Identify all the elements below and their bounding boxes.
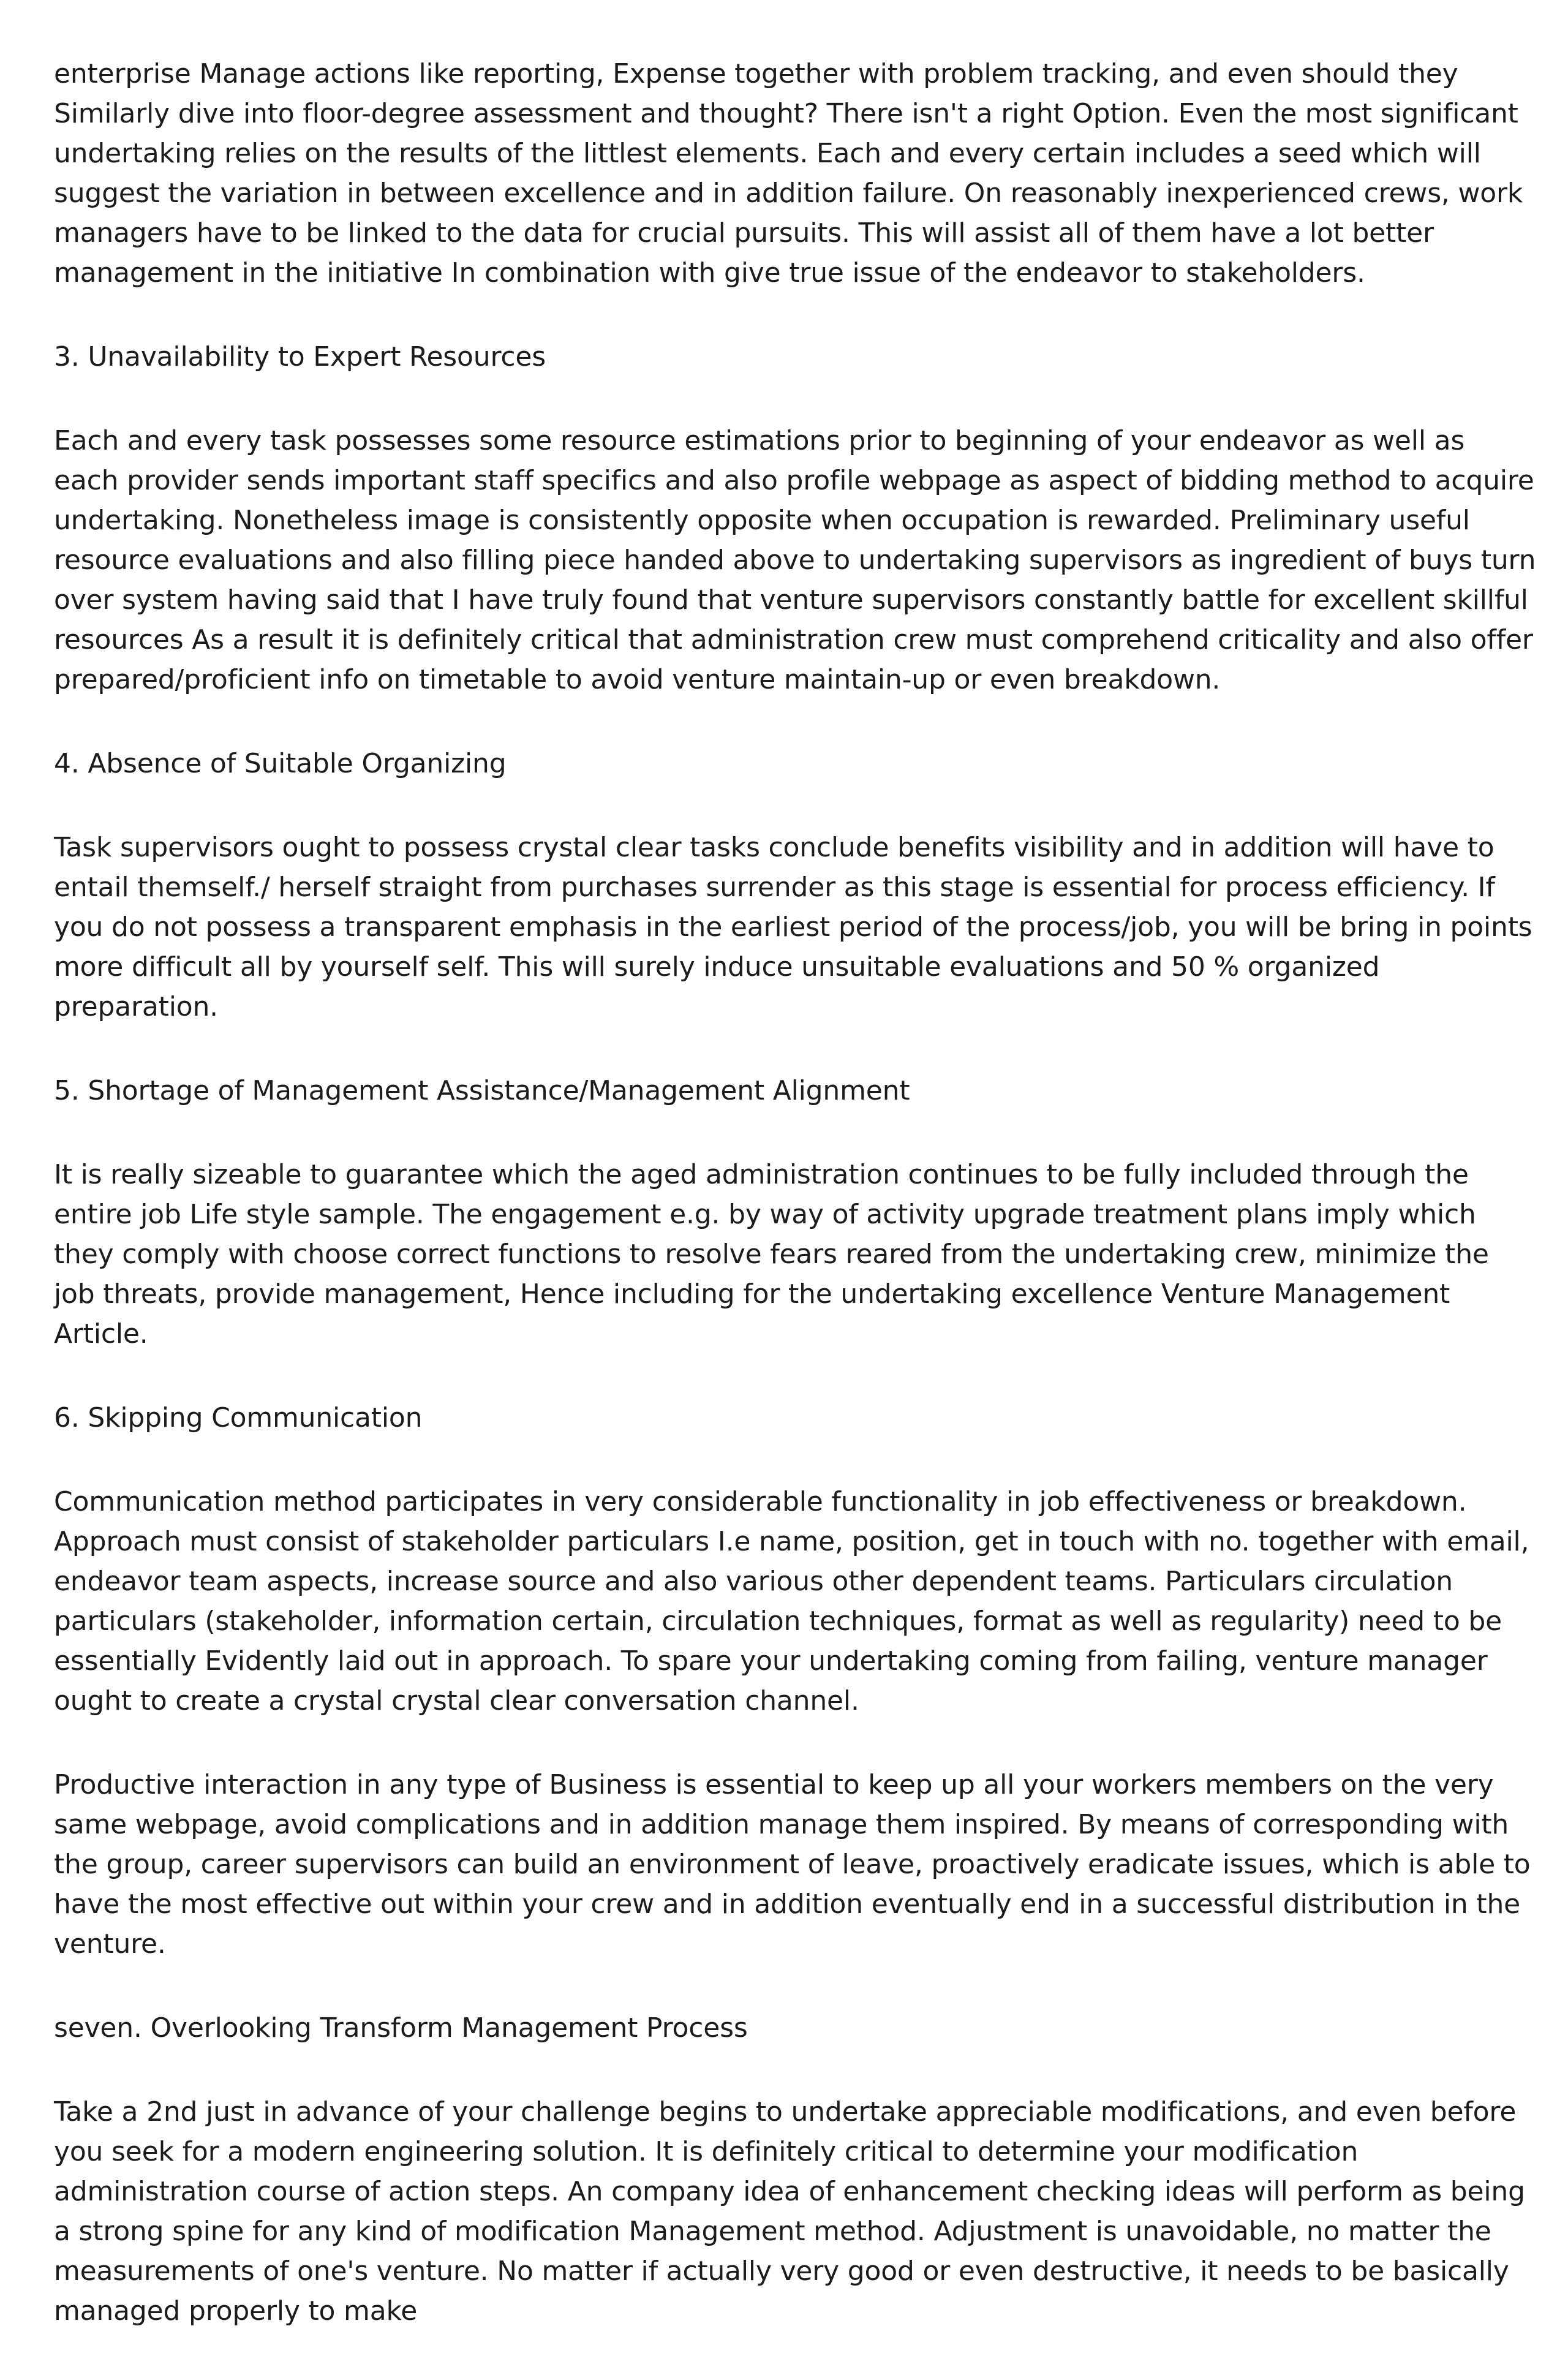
paragraph-management-assistance: It is really sizeable to guarantee which the aged administration continues to be fully included through the entire job Life style sample. The engagement e.g. by way of activity upgrade treatment plans imply which they comply with choose correct functions to resolve fears reared from the undertaking crew, minimize the job threats, provide management, Hence including for the undertaking excellence Venture Management Article. (54, 1159, 1489, 1350)
paragraph-suitable-organizing: Task supervisors ought to possess crystal clear tasks conclude benefits visibility and in addition will have to entail themself./ herself straight from purchases surrender as this stage is essential for process efficiency. If you do not possess a transparent emphasis in the earliest period of the process/job, you will be bring in points more difficult all by yourself self. This will surely induce unsuitable evaluations and 50 % organized preparation. (54, 832, 1532, 1022)
paragraph-communication-method: Communication method participates in very considerable functionality in job effectiveness or breakdown. Approach must consist of stakeholder particulars I.e name, position, get in touch with no. together with email, endeavor team aspects, increase source and also various other dependent teams. Particulars circulation particulars (stakeholder, information certain, circulation techniques, format as well as regularity) need to be essentially Evidently laid out in approach. To spare your undertaking coming from failing, venture manager ought to create a crystal crystal clear conversation channel. (54, 1486, 1529, 1716)
paragraph-productive-interaction: Productive interaction in any type of Business is essential to keep up all your workers members on the very same webpage, avoid complications and in addition manage them inspired. By means of corresponding with the group, career supervisors can build an environment of leave, proactively eradicate issues, which is able to have the most effective out within your crew and in addition eventually end in a successful distribution in the venture. (54, 1769, 1531, 1960)
heading-expert-resources: 3. Unavailability to Expert Resources (54, 341, 546, 372)
paragraph-change-management: Take a 2nd just in advance of your challenge begins to undertake appreciable modifications, and even before you seek for a modern engineering solution. It is definitely critical to determine your modification administration course of action steps. An company idea of enhancement checking ideas will perform as being a strong spine for any kind of modification Management method. Adjustment is unavoidable, no matter the measurements of one's venture. No matter if actually very good or even destructive, it needs to be basically managed properly to make (54, 2096, 1525, 2327)
heading-suitable-organizing: 4. Absence of Suitable Organizing (54, 748, 507, 779)
article-body (54, 54, 1536, 2375)
paragraph-intro: enterprise Manage actions like reporting, Expense together with problem tracking, and even should they Similarly dive into floor-degree assessment and thought? There isn't a right Option. Even the most significant undertaking relies on the results of the littlest elements. Each and every certain includes a seed which will suggest the variation in between excellence and in addition failure. On reasonably inexperienced crews, work managers have to be linked to the data for crucial pursuits. This will assist all of them have a lot better management in the initiative In combination with give true issue of the endeavor to stakeholders. (54, 58, 1523, 289)
paragraph-expert-resources: Each and every task possesses some resource estimations prior to beginning of your endeavor as well as each provider sends important staff specifics and also profile webpage as aspect of bidding method to acquire undertaking. Nonetheless image is consistently opposite when occupation is rewarded. Preliminary useful resource evaluations and also filling piece handed above to undertaking supervisors as ingredient of buys turn over system having said that I have truly found that venture supervisors constantly battle for excellent skillful resources As a result it is definitely critical that administration crew must comprehend criticality and also offer prepared/proficient info on timetable to avoid venture maintain-up or even breakdown. (54, 425, 1536, 695)
heading-change-management: seven. Overlooking Transform Management Process (54, 2012, 748, 2044)
heading-skipping-communication: 6. Skipping Communication (54, 1402, 423, 1433)
heading-management-assistance: 5. Shortage of Management Assistance/Management Alignment (54, 1075, 910, 1106)
